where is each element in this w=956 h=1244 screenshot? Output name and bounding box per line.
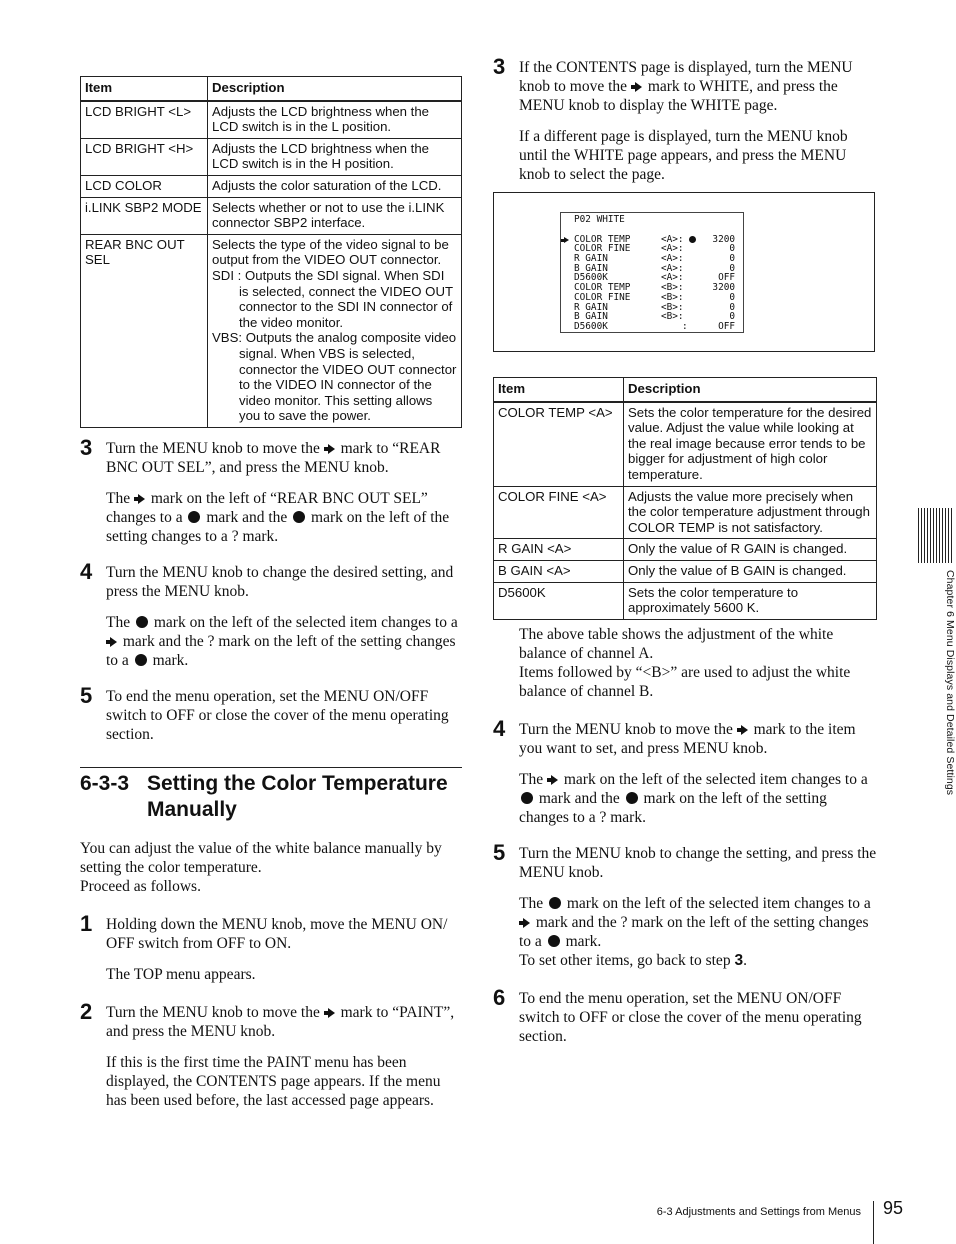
step-instruction xyxy=(106,439,462,477)
step-6-end-menu xyxy=(493,984,877,1046)
dot-mark-icon xyxy=(293,511,305,523)
step-3-white-page xyxy=(493,54,877,184)
step-4-select-item xyxy=(493,715,877,827)
step-text: mark to “PAINT”, and press the MENU knob. xyxy=(106,1003,455,1040)
step-number: 3 xyxy=(80,434,93,460)
step-text: mark on the left of the selected item changes to a xyxy=(563,770,868,788)
screen-item-value: 0 xyxy=(729,253,735,265)
step-text: mark on the left of “REAR BNC OUT SEL” changes to a xyxy=(106,489,428,526)
row-item: B GAIN <A> xyxy=(494,560,624,582)
step-text: mark. xyxy=(565,932,602,950)
row-item: COLOR TEMP <A> xyxy=(494,402,624,486)
row-description: Only the value of R GAIN is changed. xyxy=(624,539,877,561)
header-description: Description xyxy=(624,378,877,402)
screen-item-name: D5600K xyxy=(574,320,608,332)
step-text: To set other items, go back to step xyxy=(519,951,731,969)
dot-mark-icon xyxy=(521,792,533,804)
dot-mark-icon xyxy=(135,654,147,666)
dot-mark-icon xyxy=(136,616,148,628)
step-reference: 3 xyxy=(734,951,744,969)
arrow-mark-icon xyxy=(635,82,642,92)
table-header-row xyxy=(81,77,462,101)
arrow-mark-icon xyxy=(328,444,335,454)
table-notes xyxy=(493,625,877,701)
step-number: 4 xyxy=(80,558,93,584)
step-4-change-setting xyxy=(80,558,462,670)
section-intro: You can adjust the value of the white balance manually by setting the color temperature. xyxy=(80,839,442,876)
screen-row xyxy=(561,322,743,332)
white-menu-screen xyxy=(560,212,744,333)
footer-section-title: 6-3 Adjustments and Settings from Menus xyxy=(656,1206,861,1218)
row-item: i.LINK SBP2 MODE xyxy=(81,197,208,234)
step-3-rear-bnc xyxy=(80,434,462,546)
section-number: 6-3-3 xyxy=(80,771,130,795)
step-text: The xyxy=(519,770,544,788)
screen-item-value: 3200 xyxy=(712,233,735,245)
screen-item-value: 0 xyxy=(729,301,735,313)
step-text: The xyxy=(519,894,544,912)
step-result xyxy=(519,894,877,970)
menu-screen-figure xyxy=(493,192,875,352)
table-row xyxy=(81,101,462,139)
dot-mark-icon xyxy=(188,511,200,523)
lcd-settings-table xyxy=(80,76,462,428)
row-description: Selects whether or not to use the i.LINK connector SBP2 interface. xyxy=(208,197,462,234)
table-row xyxy=(81,175,462,197)
step-instruction: Turn the MENU knob to change the desired setting, and press the MENU knob. xyxy=(106,563,454,600)
row-description: Sets the color temperature to approximately 5600 K. xyxy=(624,582,877,619)
screen-item-channel: <A>: xyxy=(661,272,684,284)
step-text: mark on the left of the setting changes to a ? mark. xyxy=(519,789,827,826)
screen-item-value: 0 xyxy=(729,262,735,274)
step-instruction: Holding down the MENU knob, move the MENU ON/ OFF switch from OFF to ON. xyxy=(106,915,448,952)
step-instruction: To end the menu operation, set the MENU ON/OFF switch to OFF or close the cover of the menu operating section. xyxy=(106,687,449,743)
step-instruction xyxy=(519,58,877,115)
page-number: 95 xyxy=(883,1198,904,1218)
white-balance-table xyxy=(493,377,877,620)
row-description xyxy=(208,234,462,427)
arrow-mark-icon xyxy=(551,775,558,785)
vbs-text: Outputs the analog composite video signal. When VBS is selected, connector the VIDEO OUT connector to the VIDEO IN connector of the video monitor. This setting allows you to save the power. xyxy=(239,330,457,424)
step-text: If the CONTENTS page is displayed, turn the MENU knob to move the xyxy=(519,59,853,95)
row-item: R GAIN <A> xyxy=(494,539,624,561)
step-result: If a different page is displayed, turn the MENU knob until the WHITE page appears, and press the MENU knob to select the page. xyxy=(519,128,848,183)
dot-mark-icon xyxy=(626,792,638,804)
screen-item-name: B GAIN xyxy=(574,311,608,323)
right-column xyxy=(493,54,877,1046)
table-note: Items followed by “<B>” are used to adjust the white balance of channel B. xyxy=(519,663,851,700)
step-text: . xyxy=(743,951,747,969)
step-text: mark and the xyxy=(538,789,620,807)
arrow-mark-icon xyxy=(328,1008,335,1018)
table-note: The above table shows the adjustment of the white balance of channel A. xyxy=(519,625,834,662)
arrow-mark-icon xyxy=(523,918,530,928)
step-instruction xyxy=(519,720,877,758)
row-item: REAR BNC OUT SEL xyxy=(81,234,208,427)
row-item: LCD BRIGHT <H> xyxy=(81,138,208,175)
screen-item-value: 0 xyxy=(729,311,735,323)
row-description: Adjusts the value more precisely when the color temperature adjustment through COLOR TEMP is not satisfactory. xyxy=(624,486,877,539)
step-text: Turn the MENU knob to move the xyxy=(106,1003,320,1021)
dot-mark-icon xyxy=(548,935,560,947)
screen-item-name: COLOR TEMP xyxy=(574,233,631,245)
row-description: Only the value of B GAIN is changed. xyxy=(624,560,877,582)
sdi-option xyxy=(212,268,457,330)
vbs-option xyxy=(212,330,457,424)
screen-item-channel: : xyxy=(682,320,688,332)
screen-item-value: 0 xyxy=(729,243,735,255)
screen-item-value: OFF xyxy=(718,320,735,332)
step-number: 5 xyxy=(493,839,506,865)
table-row xyxy=(81,234,462,427)
step-text: mark on the left of the setting changes to a ? mark. xyxy=(106,508,450,545)
row-item: COLOR FINE <A> xyxy=(494,486,624,539)
screen-item-value: 0 xyxy=(729,291,735,303)
row-description: Adjusts the LCD brightness when the LCD switch is in the H position. xyxy=(208,138,462,175)
row-item: LCD BRIGHT <L> xyxy=(81,101,208,139)
step-text: mark on the left of the selected item changes to a xyxy=(153,613,458,631)
step-1-menu-on xyxy=(80,910,462,984)
sdi-text: Outputs the SDI signal. When SDI is selected, connect the VIDEO OUT connector to the SDI IN connector of the video monitor. xyxy=(239,267,453,330)
table-row xyxy=(494,582,877,619)
footer-divider xyxy=(873,1201,874,1244)
step-5-end-menu xyxy=(80,682,462,744)
arrow-mark-icon xyxy=(110,637,117,647)
chapter-tab-label: Chapter 6 Menu Displays and Detailed Settings xyxy=(944,570,956,796)
step-number: 6 xyxy=(493,984,506,1010)
screen-item-channel: <B>: xyxy=(661,311,684,323)
screen-item-name: COLOR TEMP xyxy=(574,282,631,294)
screen-item-channel: <A>: xyxy=(661,233,684,245)
screen-item-name: D5600K xyxy=(574,272,608,284)
table-header-row xyxy=(494,378,877,402)
step-5-change-value xyxy=(493,839,877,970)
step-text: The xyxy=(106,613,131,631)
table-row xyxy=(494,402,877,486)
arrow-mark-icon xyxy=(138,494,145,504)
arrow-mark-icon xyxy=(741,725,748,735)
table-row xyxy=(494,539,877,561)
step-text: mark and the xyxy=(206,508,288,526)
step-text: mark to WHITE, and press the MENU knob to display the WHITE page. xyxy=(519,78,838,114)
screen-item-name: R GAIN xyxy=(574,253,608,265)
vbs-label: VBS: xyxy=(212,330,246,346)
step-number: 2 xyxy=(80,998,93,1024)
step-text: mark and the ? mark on the left of the setting changes to a xyxy=(519,913,869,950)
step-number: 4 xyxy=(493,715,506,741)
step-text: mark to the item you want to set, and press MENU knob. xyxy=(519,720,856,757)
screen-item-channel: <B>: xyxy=(661,282,684,294)
row-description-main: Selects the type of the video signal to be output from the VIDEO OUT connector. xyxy=(212,236,449,268)
screen-title: P02 WHITE xyxy=(574,214,625,225)
table-row xyxy=(494,560,877,582)
sdi-label: SDI : xyxy=(212,267,245,283)
row-item: LCD COLOR xyxy=(81,175,208,197)
section-divider xyxy=(80,767,462,768)
screen-item-channel: <A>: xyxy=(661,253,684,265)
screen-item-channel: <A>: xyxy=(661,262,684,274)
screen-item-name: R GAIN xyxy=(574,301,608,313)
dot-mark-icon xyxy=(549,897,561,909)
chapter-tab-stripes xyxy=(918,508,954,563)
header-item: Item xyxy=(494,378,624,402)
row-item: D5600K xyxy=(494,582,624,619)
step-2-paint xyxy=(80,998,462,1110)
screen-item-name: COLOR FINE xyxy=(574,291,631,303)
table-row xyxy=(494,486,877,539)
step-result xyxy=(106,489,462,546)
screen-item-channel: <B>: xyxy=(661,301,684,313)
step-text: mark to “REAR BNC OUT SEL”, and press the MENU knob. xyxy=(106,439,441,476)
table-row xyxy=(81,197,462,234)
section-heading xyxy=(80,771,462,823)
step-text: Turn the MENU knob to move the xyxy=(519,720,733,738)
screen-item-name: COLOR FINE xyxy=(574,243,631,255)
step-result xyxy=(106,613,462,670)
step-number: 5 xyxy=(80,682,93,708)
step-result: The TOP menu appears. xyxy=(106,965,256,983)
section-intro-proceed: Proceed as follows. xyxy=(80,877,201,895)
screen-item-channel: <B>: xyxy=(661,291,684,303)
header-item: Item xyxy=(81,77,208,101)
row-description: Adjusts the color saturation of the LCD. xyxy=(208,175,462,197)
step-text: mark. xyxy=(152,651,189,669)
row-description: Adjusts the LCD brightness when the LCD switch is in the L position. xyxy=(208,101,462,139)
step-instruction: To end the menu operation, set the MENU ON/OFF switch to OFF or close the cover of the menu operating section. xyxy=(519,989,862,1045)
step-text: The xyxy=(106,489,131,507)
step-result: If this is the first time the PAINT menu has been displayed, the CONTENTS page appears. If the menu has been used before, the last accessed page appears. xyxy=(106,1053,441,1109)
step-number: 1 xyxy=(80,910,93,936)
section-title: Setting the Color Temperature Manually xyxy=(147,771,448,821)
step-text: mark on the left of the selected item changes to a xyxy=(566,894,871,912)
screen-item-channel: <A>: xyxy=(661,243,684,255)
step-text: mark and the ? mark on the left of the setting changes to a xyxy=(106,632,456,669)
screen-item-name: B GAIN xyxy=(574,262,608,274)
step-text: Turn the MENU knob to move the xyxy=(106,439,320,457)
step-instruction xyxy=(106,1003,462,1041)
header-description: Description xyxy=(208,77,462,101)
step-number: 3 xyxy=(493,54,506,79)
row-description: Sets the color temperature for the desired value. Adjust the value while looking at the real image because error tends to be bigger for adjustment of high color temperature. xyxy=(624,402,877,486)
left-column xyxy=(80,76,462,1110)
screen-item-value: 3200 xyxy=(712,282,735,294)
step-result xyxy=(519,770,877,827)
screen-item-value: OFF xyxy=(718,272,735,284)
step-instruction: Turn the MENU knob to change the setting, and press the MENU knob. xyxy=(519,844,877,881)
table-row xyxy=(81,138,462,175)
